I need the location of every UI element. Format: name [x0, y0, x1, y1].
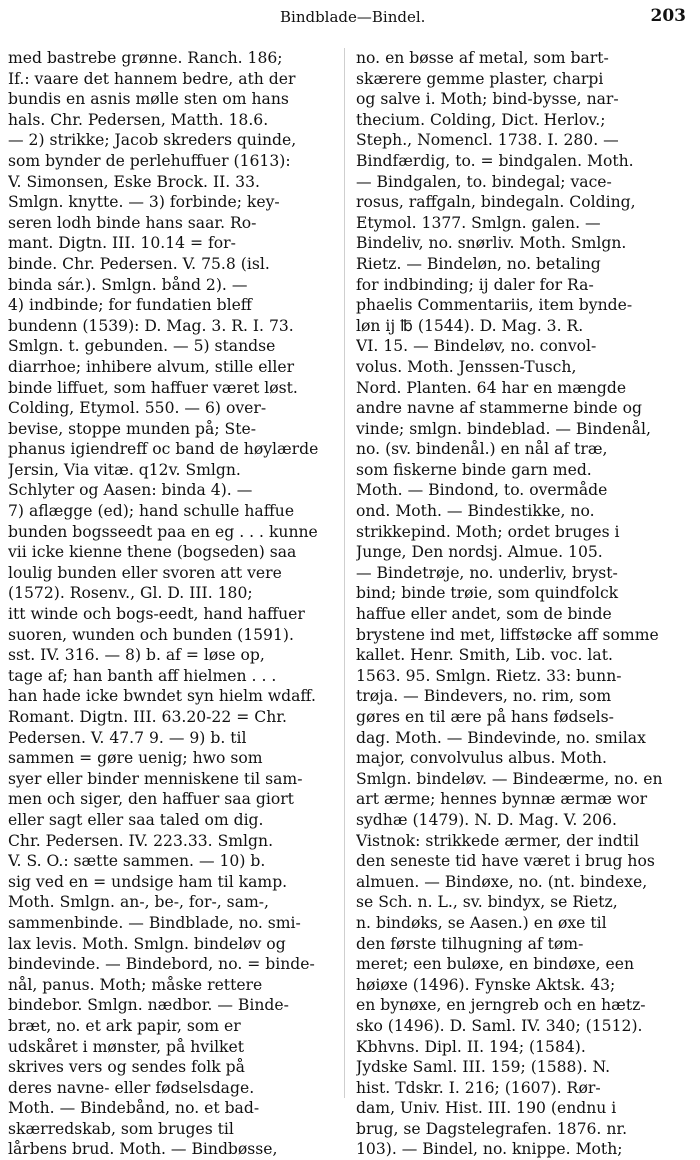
text-line: deres navne- eller fødselsdage.	[8, 1078, 255, 1097]
text-line: Bindeliv, no. snørliv. Moth. Smlgn.	[356, 234, 627, 253]
text-line: brug, se Dagstelegrafen. 1876. nr.	[356, 1119, 628, 1138]
text-line: sst. IV. 316. — 8) b. af = løse op,	[8, 646, 265, 665]
text-line: V. S. O.: sætte sammen. — 10) b.	[8, 852, 266, 871]
text-line: Pedersen. V. 47.7 9. — 9) b. til	[8, 728, 247, 747]
text-line: lårbens brud. Moth. — Bindbøsse,	[8, 1140, 278, 1159]
text-line: skrives vers og sendes folk på	[8, 1058, 245, 1077]
text-line: sko (1496). D. Saml. IV. 340; (1512).	[356, 1016, 643, 1035]
text-line: men och siger, den haffuer saa giort	[8, 790, 294, 809]
text-line: Kbhvns. Dipl. II. 194; (1584).	[356, 1037, 586, 1056]
text-line: Smlgn. bindeløv. — Bindeærme, no. en	[356, 769, 663, 788]
text-line: skærredskab, som bruges til	[8, 1119, 234, 1138]
text-line: bindevinde. — Bindebord, no. = binde-	[8, 955, 315, 974]
text-line: Rietz. — Bindeløn, no. betaling	[356, 254, 601, 273]
text-line: tage af; han banth aff hielmen . . .	[8, 666, 277, 685]
text-line: brystene ind met, liffstøcke aff somme	[356, 625, 659, 644]
text-line: — Bindetrøje, no. underliv, bryst-	[356, 563, 618, 582]
text-line: dag. Moth. — Bindevinde, no. smilax	[356, 728, 646, 747]
text-line: kallet. Henr. Smith, Lib. voc. lat.	[356, 646, 613, 665]
text-line: Moth. — Bindebånd, no. et bad-	[8, 1099, 260, 1118]
text-line: hist. Tdskr. I. 216; (1607). Rør-	[356, 1078, 601, 1097]
text-line: phaelis Commentariis, item byndе-	[356, 296, 633, 315]
text-line: Jydske Saml. III. 159; (1588). N.	[356, 1058, 611, 1077]
text-line: Schlyter og Aasen: binda 4). —	[8, 481, 253, 500]
text-line: 1563. 95. Smlgn. Rietz. 33: bunn-	[356, 666, 622, 685]
text-line: loulig bunden eller svoren att vere	[8, 563, 282, 582]
text-line: bundenn (1539): D. Mag. 3. R. I. 73.	[8, 316, 294, 335]
text-line: Junge, Den nordsj. Almue. 105.	[356, 543, 603, 562]
text-line: udskåret i mønster, på hvilket	[8, 1037, 244, 1056]
column-divider	[344, 48, 345, 1098]
text-line: diarrhoe; inhibere alvum, stille eller	[8, 357, 295, 376]
text-line: andre navne af stammerne binde og	[356, 399, 642, 418]
page-number: 203	[650, 6, 686, 26]
text-line: volus. Moth. Jenssen-Tusch,	[356, 357, 577, 376]
text-line: 4) indbinde; for fundatien bleff	[8, 296, 252, 315]
text-line: Jersin, Via vitæ. q12v. Smlgn.	[8, 460, 241, 479]
text-line: som bynder de perlehuffuer (1613):	[8, 151, 291, 170]
text-line: Nord. Planten. 64 har en mængde	[356, 378, 627, 397]
text-line: eller sagt eller saa taled om dig.	[8, 810, 264, 829]
text-line: mant. Digtn. III. 10.14 = for-	[8, 234, 236, 253]
text-line: — Bindgalen, to. bindegal; vace-	[356, 172, 612, 191]
text-line: skærere gemme plaster, charpi	[356, 69, 604, 88]
text-line: Romant. Digtn. III. 63.20-22 = Chr.	[8, 708, 287, 726]
text-line: gøres en til ære på hans fødsels-	[356, 708, 614, 726]
text-line: bindebor. Smlgn. nædbor. — Binde-	[8, 996, 289, 1015]
text-line: den seneste tid have været i brug hos	[356, 852, 655, 871]
text-line: den første tilhugning af tøm-	[356, 934, 584, 953]
text-line: suoren, wunden och bunden (1591).	[8, 625, 294, 644]
text-line: art ærme; hennes bynnæ ærmæ wor	[356, 790, 648, 809]
text-line: syer eller binder menniskene til sam-	[8, 769, 303, 788]
text-line: lax levis. Moth. Smlgn. bindeløv og	[8, 934, 286, 953]
text-line: en bynøxe, en jerngreb och en hætz-	[356, 996, 646, 1015]
text-line: Steph., Nomencl. 1738. I. 280. —	[356, 131, 619, 150]
text-line: 7) aflægge (ed); hand schulle haffue	[8, 502, 295, 521]
text-line: sammen = gøre uenig; hwo som	[8, 749, 263, 768]
text-line: n. bindøks, se Aasen.) en øxe til	[356, 913, 607, 932]
text-line: høiøxe (1496). Fynske Aktsk. 43;	[356, 975, 616, 994]
text-line: og salve i. Moth; bind-bysse, nar-	[356, 90, 619, 109]
right-column	[356, 48, 686, 1160]
text-line: meret; een buløxe, en bindøxe, een	[356, 955, 635, 974]
left-column	[8, 48, 338, 1160]
text-line: Bindfærdig, to. = bindgalen. Moth.	[356, 151, 634, 170]
text-line: haffue eller andet, som de binde	[356, 605, 612, 624]
text-line: Chr. Pedersen. IV. 223.33. Smlgn.	[8, 831, 274, 850]
text-line: sydhæ (1479). N. D. Mag. V. 206.	[356, 810, 617, 829]
text-line: phanus igiendreff oc band de høylærde	[8, 440, 319, 459]
text-line: nål, panus. Moth; måske rettere	[8, 975, 263, 994]
text-line: trøja. — Bindevers, no. rim, som	[356, 687, 612, 706]
text-line: Colding, Etymol. 550. — 6) over-	[8, 399, 267, 418]
text-line: — 2) strikke; Jacob skreders quinde,	[8, 131, 297, 150]
text-line: Etymol. 1377. Smlgn. galen. —	[356, 213, 601, 232]
text-line: rosus, raffgaln, bindegaln. Colding,	[356, 193, 636, 212]
text-line: som fiskerne binde garn med.	[356, 460, 592, 479]
text-line: If.: vaare det hannem bedre, ath der	[8, 69, 296, 88]
running-head: Bindblade—Bindel.	[280, 8, 426, 26]
page-header	[0, 6, 700, 32]
text-line: bevise, stoppe munden på; Ste-	[8, 419, 256, 438]
text-line: seren lodh binde hans saar. Ro-	[8, 213, 257, 232]
text-line: hals. Chr. Pedersen, Matth. 18.6.	[8, 110, 269, 129]
text-line: se Sch. n. L., sv. bindyx, se Rietz,	[356, 893, 618, 912]
text-line: thecium. Colding, Dict. Herlov.;	[356, 110, 606, 129]
text-line: 103). — Bindel, no. knippe. Moth;	[356, 1140, 623, 1159]
text-line: no. (sv. bindenål.) en nål af træ,	[356, 440, 608, 459]
text-line: med bastrebe grønne. Ranch. 186;	[8, 49, 283, 67]
text-line: binda sár.). Smlgn. bånd 2). —	[8, 275, 248, 294]
text-line: sammenbinde. — Bindblade, no. smi-	[8, 913, 301, 932]
text-line: strikkepind. Moth; ordet bruges i	[356, 522, 620, 541]
text-line: Vistnok: strikkede ærmer, der indtil	[356, 831, 639, 850]
text-line: no. en bøsse af metal, som bart-	[356, 49, 609, 67]
text-line: ond. Moth. — Bindestikke, no.	[356, 502, 595, 521]
text-line: for indbinding; ij daler for Ra-	[356, 275, 594, 294]
text-line: han hade icke bwndet syn hielm wdaff.	[8, 687, 316, 706]
text-line: vii icke kienne thene (bogseden) saa	[8, 543, 297, 562]
text-line: major, convolvulus albus. Moth.	[356, 749, 607, 768]
text-line: bundis en asnis mølle sten om hans	[8, 90, 289, 109]
text-line: Smlgn. knytte. — 3) forbinde; key-	[8, 193, 280, 212]
text-line: V. Simonsen, Eske Brock. II. 33.	[8, 172, 260, 191]
text-line: dam, Univ. Hist. III. 190 (endnu i	[356, 1099, 617, 1118]
text-line: bunden bogsseedt paa en eg . . . kunne	[8, 522, 318, 541]
text-line: bræt, no. et ark papir, som er	[8, 1016, 241, 1035]
text-line: almuen. — Bindøxe, no. (nt. bindexe,	[356, 872, 648, 891]
text-line: Moth. — Bindond, to. overmåde	[356, 481, 608, 500]
text-line: binde. Chr. Pedersen. V. 75.8 (isl.	[8, 254, 270, 273]
text-line: Moth. Smlgn. an-, be-, for-, sam-,	[8, 893, 269, 912]
text-line: sig ved en = undsige ham til kamp.	[8, 872, 288, 891]
text-line: bind; binde trøie, som quindfolck	[356, 584, 619, 603]
text-line: VI. 15. — Bindeløv, no. convol-	[356, 337, 597, 356]
text-line: vinde; smlgn. bindeblad. — Bindenål,	[356, 419, 651, 438]
text-line: binde liffuet, som haffuer været løst.	[8, 378, 298, 397]
text-line: løn ij ℔ (1544). D. Mag. 3. R.	[356, 316, 584, 335]
text-line: Smlgn. t. gebunden. — 5) standse	[8, 337, 276, 356]
text-line: (1572). Rosenv., Gl. D. III. 180;	[8, 584, 253, 603]
text-line: itt winde och bogs-eedt, hand haffuer	[8, 605, 305, 624]
